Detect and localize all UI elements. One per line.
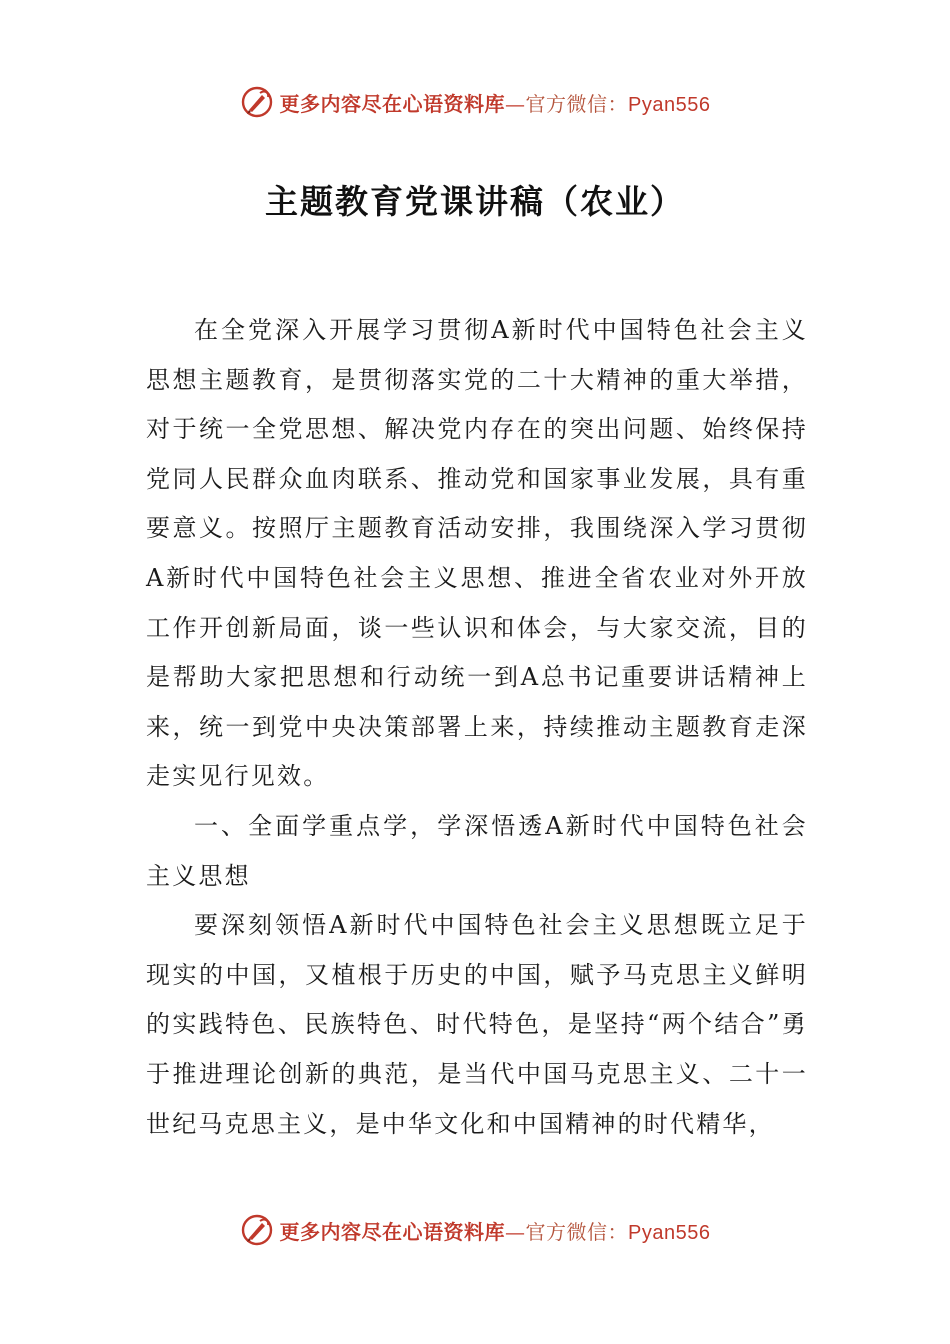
- document-title: 主题教育党课讲稿（农业）: [265, 182, 685, 221]
- pen-logo-icon: [240, 85, 274, 119]
- banner-wechat-label: 官方微信：: [525, 91, 629, 116]
- header-watermark-banner: [0, 84, 950, 120]
- pen-logo-icon: [240, 1213, 274, 1247]
- footer-watermark-banner: [0, 1212, 950, 1248]
- banner-wechat-id: Pyan556: [628, 93, 711, 116]
- banner-site-text: 更多内容尽在心语资料库: [279, 1219, 506, 1244]
- banner-wechat-label: 官方微信：: [525, 1219, 629, 1244]
- paragraph-intro: 在全党深入开展学习贯彻A新时代中国特色社会主义思想主题教育，是贯彻落实党的二十大精神的重大举措，对于统一全党思想、解决党内存在的突出问题、始终保持党同人民群众血肉联系、推动党和国家事业发展，具有重要意义。按照厅主题教育活动安排，我围绕深入学习贯彻A新时代中国特色社会主义思想、推进全省农业对外开放工作开创新局面，谈一些认识和体会，与大家交流，目的是帮助大家把思想和行动统一到A总书记重要讲话精神上来，统一到党中央决策部署上来，持续推动主题教育走深走实见行见效。: [146, 316, 808, 791]
- banner-dash: —: [505, 1219, 526, 1244]
- document-body: [146, 306, 808, 1149]
- section-heading-1: 一、全面学重点学，学深悟透A新时代中国特色社会主义思想: [146, 811, 808, 890]
- banner-site-text: 更多内容尽在心语资料库: [279, 91, 506, 116]
- banner-text: [280, 1216, 711, 1245]
- paragraph-section-1: 要深刻领悟A新时代中国特色社会主义思想既立足于现实的中国，又植根于历史的中国，赋予马克思主义鲜明的实践特色、民族特色、时代特色，是坚持“两个结合”勇于推进理论创新的典范，是当代中国马克思主义、二十一世纪马克思主义，是中华文化和中国精神的时代精华，: [146, 911, 808, 1138]
- banner-dash: —: [505, 91, 526, 116]
- banner-wechat-id: Pyan556: [628, 1221, 711, 1244]
- banner-text: [280, 88, 711, 117]
